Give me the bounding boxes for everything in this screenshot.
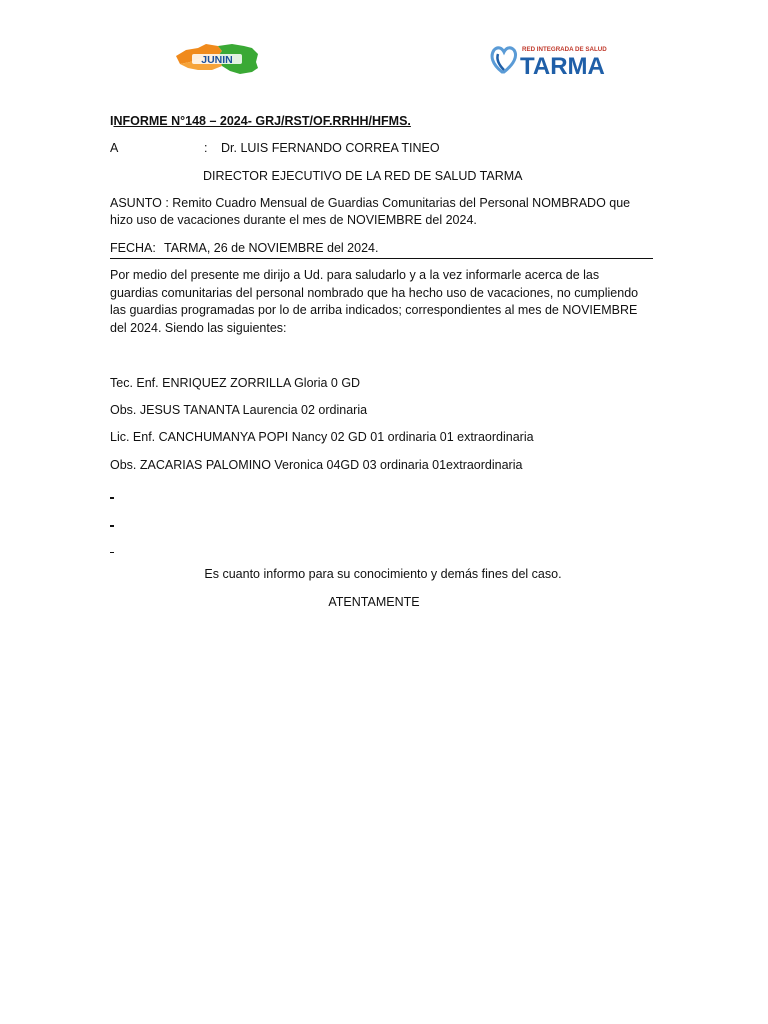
tarma-logo-subtitle: RED INTEGRADA DE SALUD bbox=[522, 46, 607, 53]
header-divider bbox=[110, 258, 653, 259]
subject-line-1: ASUNTO : Remito Cuadro Mensual de Guardias Comunitarias del Personal NOMBRADO que bbox=[110, 196, 631, 210]
dash-marker bbox=[110, 552, 114, 553]
tarma-logo-text: TARMA bbox=[520, 53, 605, 80]
addressee-role: DIRECTOR EJECUTIVO DE LA RED DE SALUD TARMA bbox=[203, 169, 523, 183]
addressee-colon: : bbox=[204, 141, 208, 155]
addressee-name: Dr. LUIS FERNANDO CORREA TINEO bbox=[221, 141, 440, 155]
report-reference bbox=[110, 114, 411, 128]
tarma-heart-icon bbox=[488, 40, 610, 80]
addressee-label: A bbox=[110, 141, 119, 155]
report-reference-number: NFORME N°148 – 2024- GRJ/RST/OF.RRHH/HFMS. bbox=[113, 114, 411, 128]
date-value: TARMA, 26 de NOVIEMBRE del 2024. bbox=[164, 241, 379, 255]
staff-item: Tec. Enf. ENRIQUEZ ZORRILLA Gloria 0 GD bbox=[110, 376, 361, 390]
body-line-2: guardias comunitarias del personal nombrado que ha hecho uso de vacaciones, no cumpliendo bbox=[110, 286, 639, 300]
addressee-line bbox=[110, 141, 118, 155]
subject-line-2: hizo uso de vacaciones durante el mes de NOVIEMBRE del 2024. bbox=[110, 213, 477, 227]
date-label: FECHA: bbox=[110, 241, 156, 255]
closing-sentence: Es cuanto informo para su conocimiento y demás fines del caso. bbox=[204, 567, 562, 581]
dash-marker bbox=[110, 525, 114, 527]
staff-item: Obs. JESUS TANANTA Laurencia 02 ordinaria bbox=[110, 403, 368, 417]
body-line-1: Por medio del presente me dirijo a Ud. para saludarlo y a la vez informarle acerca de las bbox=[110, 268, 600, 282]
signoff: ATENTAMENTE bbox=[328, 595, 420, 609]
staff-item: Obs. ZACARIAS PALOMINO Veronica 04GD 03 ordinaria 01extraordinaria bbox=[110, 458, 523, 472]
dash-marker bbox=[110, 497, 114, 499]
junin-logo bbox=[172, 42, 262, 78]
report-reference-prefix: I bbox=[110, 114, 114, 128]
date-line bbox=[110, 241, 156, 255]
tarma-logo bbox=[488, 40, 610, 80]
staff-item: Lic. Enf. CANCHUMANYA POPI Nancy 02 GD 01 ordinaria 01 extraordinaria bbox=[110, 430, 534, 444]
body-line-4: del 2024. Siendo las siguientes: bbox=[110, 321, 287, 335]
junin-logo-text: JUNIN bbox=[201, 54, 233, 66]
junin-map-icon bbox=[172, 42, 262, 78]
body-line-3: las guardias programadas por lo de arriba indicados; correspondientes al mes de NOVIEMBRE bbox=[110, 303, 638, 317]
